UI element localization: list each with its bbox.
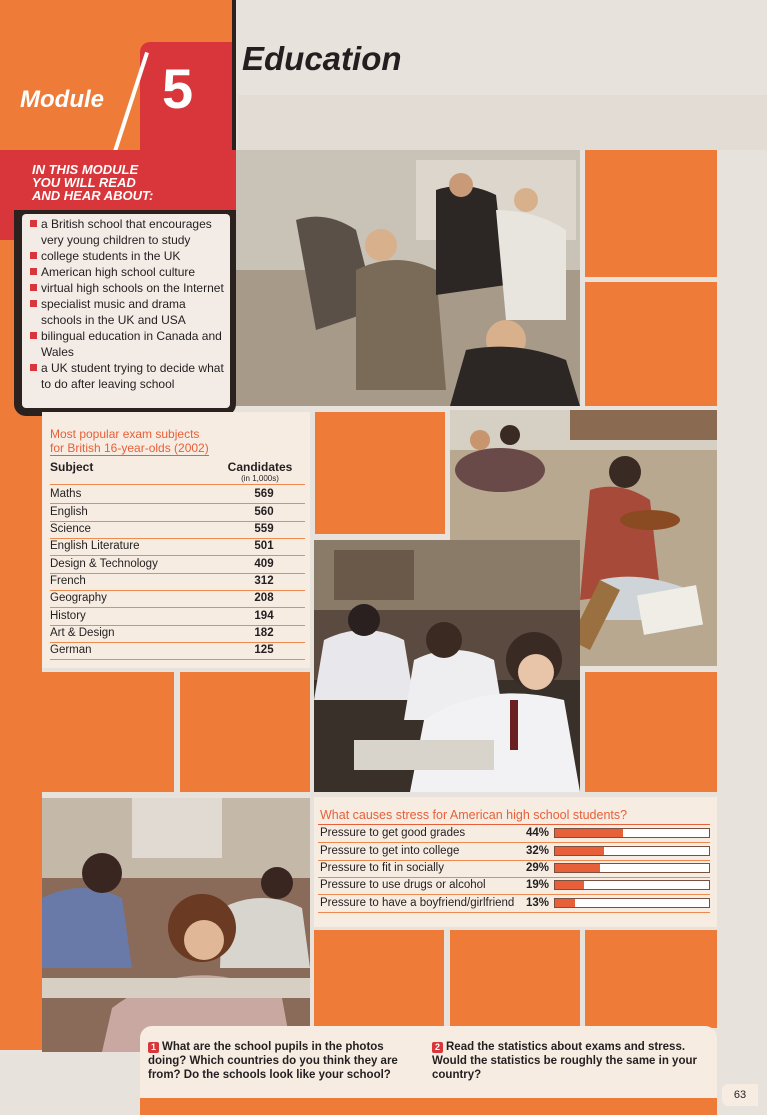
stress-bar bbox=[554, 846, 710, 856]
intro-heading-line-2: YOU WILL READ bbox=[32, 175, 136, 190]
classroom-photo bbox=[42, 798, 310, 1052]
stress-row: Pressure to fit in socially 29% bbox=[318, 860, 710, 878]
list-item: college students in the UK bbox=[30, 248, 228, 264]
orange-block bbox=[450, 930, 580, 1028]
bullet-icon bbox=[30, 252, 37, 259]
intro-heading bbox=[32, 163, 153, 202]
exam-table bbox=[50, 427, 305, 667]
stress-bar bbox=[554, 880, 710, 890]
task-number-badge: 1 bbox=[148, 1042, 159, 1053]
table-row: History 194 bbox=[50, 608, 305, 626]
task-2: 2 Read the statistics about exams and stress. Would the statistics be roughly the same in your country? bbox=[432, 1041, 697, 1081]
bullet-icon bbox=[30, 268, 37, 275]
orange-block bbox=[585, 672, 717, 792]
table-row: English Literature 501 bbox=[50, 538, 305, 556]
stress-bar-fill bbox=[555, 829, 623, 837]
stress-chart bbox=[318, 808, 713, 920]
bullet-icon bbox=[30, 300, 37, 307]
bottom-orange-strip bbox=[140, 1098, 717, 1115]
dance-class-photo bbox=[236, 150, 580, 406]
column-header-unit: (in 1,000s) bbox=[241, 474, 279, 483]
list-item: a British school that encourages very young children to study bbox=[30, 216, 228, 248]
orange-block bbox=[314, 930, 444, 1028]
bullet-icon bbox=[30, 364, 37, 371]
page-number: 63 bbox=[722, 1084, 758, 1106]
stress-bar bbox=[554, 898, 710, 908]
task-number-badge: 2 bbox=[432, 1042, 443, 1053]
intro-heading-line-3: AND HEAR ABOUT: bbox=[32, 188, 154, 203]
stress-bar-fill bbox=[555, 864, 600, 872]
list-item: bilingual education in Canada and Wales bbox=[30, 328, 228, 360]
table-row: Maths 569 bbox=[50, 486, 305, 504]
table-row: Design & Technology 409 bbox=[50, 556, 305, 574]
stress-bar bbox=[554, 828, 710, 838]
faded-background-band bbox=[238, 95, 767, 150]
intro-heading-line-1: IN THIS MODULE bbox=[32, 162, 139, 177]
page-title: Education bbox=[242, 40, 402, 77]
stress-bar bbox=[554, 863, 710, 873]
stress-bar-fill bbox=[555, 847, 604, 855]
bullet-icon bbox=[30, 332, 37, 339]
table-row: Art & Design 182 bbox=[50, 625, 305, 643]
module-tab-border bbox=[232, 0, 236, 150]
stress-row: Pressure to have a boyfriend/girlfriend 13% bbox=[318, 895, 710, 913]
orange-block bbox=[42, 672, 174, 792]
module-label: Module bbox=[20, 86, 104, 113]
orange-block bbox=[585, 282, 717, 406]
stress-row: Pressure to get good grades 44% bbox=[318, 825, 710, 843]
task-1: 1 What are the school pupils in the photos doing? Which countries do you think they are from? Do the schools look like your school? bbox=[148, 1041, 398, 1081]
stress-bar-fill bbox=[555, 899, 575, 907]
orange-block bbox=[585, 150, 717, 277]
orange-block bbox=[585, 930, 717, 1028]
table-row: Science 559 bbox=[50, 521, 305, 539]
stress-bar-fill bbox=[555, 881, 584, 889]
module-number: 5 bbox=[162, 57, 194, 120]
list-item: virtual high schools on the Internet bbox=[30, 280, 228, 296]
table-row: Geography 208 bbox=[50, 590, 305, 608]
stress-chart-title: What causes stress for American high school students? bbox=[320, 808, 628, 822]
header-divider bbox=[50, 484, 305, 485]
exam-hall-photo bbox=[314, 540, 580, 792]
intro-list bbox=[30, 216, 228, 392]
list-item: specialist music and drama schools in the UK and USA bbox=[30, 296, 228, 328]
table-row: German 125 bbox=[50, 642, 305, 660]
column-header-subject: Subject bbox=[50, 460, 94, 474]
orange-block bbox=[315, 412, 445, 534]
orange-block bbox=[180, 672, 310, 792]
bullet-icon bbox=[30, 284, 37, 291]
bullet-icon bbox=[30, 220, 37, 227]
column-header-candidates: Candidates bbox=[227, 460, 293, 474]
exam-table-title: Most popular exam subjects for British 16-year-olds (2002) bbox=[50, 427, 209, 455]
list-item: American high school culture bbox=[30, 264, 228, 280]
stress-row: Pressure to get into college 32% bbox=[318, 843, 710, 861]
table-row: French 312 bbox=[50, 573, 305, 591]
stress-row: Pressure to use drugs or alcohol 19% bbox=[318, 877, 710, 895]
table-row: English 560 bbox=[50, 504, 305, 522]
list-item: a UK student trying to decide what to do after leaving school bbox=[30, 360, 228, 392]
